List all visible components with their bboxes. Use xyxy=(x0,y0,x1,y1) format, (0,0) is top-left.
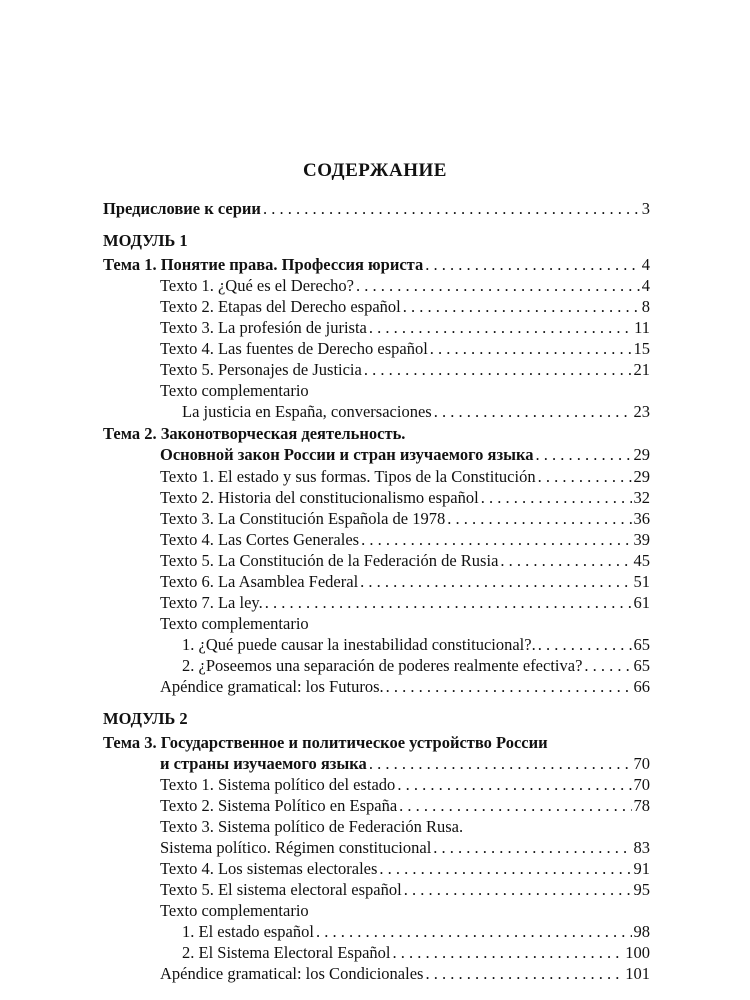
toc-entry-label: Texto 3. La profesión de jurista xyxy=(160,318,367,337)
toc-page-number: 29 xyxy=(633,445,650,464)
toc-entry-tema-2-line1: Тема 2. Законотворческая деятельность. xyxy=(103,424,406,443)
leader-dots xyxy=(433,837,631,859)
toc-entry-label: Предисловие к серии xyxy=(103,199,261,218)
toc-page-number: 91 xyxy=(633,859,650,878)
toc-page-number: 15 xyxy=(633,339,650,358)
leader-dots xyxy=(379,858,631,880)
leader-dots xyxy=(356,275,640,297)
leader-dots xyxy=(481,487,632,509)
leader-dots xyxy=(535,444,631,466)
toc-entry-label: 2. El Sistema Electoral Español xyxy=(182,943,391,962)
leader-dots xyxy=(584,655,631,677)
toc-entry xyxy=(160,487,650,509)
leader-dots xyxy=(386,676,632,698)
toc-entry-tema-3 xyxy=(160,753,650,775)
toc-entry xyxy=(182,942,650,964)
toc-entry-preface xyxy=(103,198,650,220)
toc-entry xyxy=(182,655,650,677)
leader-dots xyxy=(364,359,632,381)
toc-entry xyxy=(160,858,650,880)
toc-page-number: 8 xyxy=(641,297,650,316)
toc-entry-label: Texto 1. ¿Qué es el Derecho? xyxy=(160,276,355,295)
toc-page-number: 100 xyxy=(625,943,650,962)
complementario-label: Texto complementario xyxy=(160,901,309,920)
toc-entry xyxy=(160,592,650,614)
toc-page-number: 78 xyxy=(633,796,650,815)
toc-entry xyxy=(160,795,650,817)
toc-entry-label: Texto 1. Sistema político del estado xyxy=(160,775,396,794)
toc-entry-label: Texto 4. Las Cortes Generales xyxy=(160,530,360,549)
toc-entry-label: Texto 7. La ley. xyxy=(160,593,263,612)
leader-dots xyxy=(316,921,632,943)
toc-entry-label: Sistema político. Régimen constitucional xyxy=(160,838,432,857)
toc-entry xyxy=(160,529,650,551)
toc-page-number: 23 xyxy=(633,402,650,421)
toc-entry-label: Texto 2. Etapas del Derecho español xyxy=(160,297,401,316)
toc-page-number: 66 xyxy=(633,677,650,696)
toc-page-number: 4 xyxy=(641,276,650,295)
toc-entry-tema-2 xyxy=(160,444,650,466)
leader-dots xyxy=(404,879,632,901)
toc-entry xyxy=(160,571,650,593)
toc-page-number: 3 xyxy=(641,199,650,218)
toc-entry xyxy=(160,338,650,360)
toc-entry-label: 1. ¿Qué puede causar la inestabilidad constitucional?. xyxy=(182,635,536,654)
leader-dots xyxy=(425,963,623,985)
leader-dots xyxy=(399,795,631,817)
toc-entry-label: Основной закон России и стран изучаемого языка xyxy=(160,445,534,464)
toc-entry-label: 2. ¿Poseemos una separación de poderes realmente efectiva? xyxy=(182,656,583,675)
leader-dots xyxy=(263,198,640,220)
toc-page-number: 98 xyxy=(633,922,650,941)
toc-entry xyxy=(160,466,650,488)
leader-dots xyxy=(397,774,631,796)
toc-entry-label: La justicia en España, conversaciones xyxy=(182,402,432,421)
toc-entry-label: Apéndice gramatical: los Futuros. xyxy=(160,677,384,696)
toc-entry-label: Apéndice gramatical: los Condicionales xyxy=(160,964,424,983)
leader-dots xyxy=(360,571,631,593)
leader-dots xyxy=(369,753,632,775)
toc-entry xyxy=(160,879,650,901)
toc-page-number: 51 xyxy=(633,572,650,591)
toc-entry-label: Тема 1. Понятие права. Профессия юриста xyxy=(103,255,424,274)
toc-page-number: 21 xyxy=(633,360,650,379)
module-2-heading: МОДУЛЬ 2 xyxy=(103,709,188,728)
toc-page-number: 83 xyxy=(633,838,650,857)
toc-entry-label: Texto 5. La Constitución de la Federación de Rusia xyxy=(160,551,499,570)
toc-page-number: 95 xyxy=(633,880,650,899)
toc-page-number: 39 xyxy=(633,530,650,549)
toc-entry-label: Texto 5. Personajes de Justicia xyxy=(160,360,362,379)
toc-entry xyxy=(160,837,650,859)
toc-entry xyxy=(182,921,650,943)
leader-dots xyxy=(265,592,632,614)
toc-page-number: 70 xyxy=(633,775,650,794)
module-1-heading: МОДУЛЬ 1 xyxy=(103,231,188,250)
toc-entry-tema-3-line1: Тема 3. Государственное и политическое устройство России xyxy=(103,733,548,752)
toc-page-number: 36 xyxy=(633,509,650,528)
toc-entry xyxy=(160,275,650,297)
toc-entry xyxy=(160,508,650,530)
leader-dots xyxy=(538,466,632,488)
toc-entry-label: Texto 1. El estado y sus formas. Tipos de la Constitución xyxy=(160,467,536,486)
complementario-label: Texto complementario xyxy=(160,614,309,633)
toc-entry-tema-1 xyxy=(103,254,650,276)
toc-page-number: 101 xyxy=(625,964,650,983)
toc-page-number: 32 xyxy=(633,488,650,507)
leader-dots xyxy=(393,942,624,964)
leader-dots xyxy=(538,634,632,656)
leader-dots xyxy=(447,508,631,530)
toc-entry-label: Texto 3. La Constitución Española de 1978 xyxy=(160,509,446,528)
toc-entry-label: и страны изучаемого языка xyxy=(160,754,367,773)
leader-dots xyxy=(430,338,632,360)
toc-page-number: 70 xyxy=(633,754,650,773)
toc-entry-label: 1. El estado español xyxy=(182,922,314,941)
leader-dots xyxy=(403,296,640,318)
toc-entry-label: Texto 6. La Asamblea Federal xyxy=(160,572,359,591)
page-title: СОДЕРЖАНИЕ xyxy=(303,160,447,181)
toc-entry xyxy=(160,963,650,985)
toc-entry xyxy=(160,359,650,381)
leader-dots xyxy=(434,401,632,423)
toc-entry-label: Texto 4. Las fuentes de Derecho español xyxy=(160,339,428,358)
leader-dots xyxy=(500,550,631,572)
leader-dots xyxy=(361,529,631,551)
toc-entry-label: Texto 2. Sistema Político en España xyxy=(160,796,398,815)
toc-entry-label: Texto 5. El sistema electoral español xyxy=(160,880,402,899)
toc-entry xyxy=(160,774,650,796)
leader-dots xyxy=(369,317,632,339)
toc-entry xyxy=(182,634,650,656)
toc-entry xyxy=(160,676,650,698)
toc-entry-label: Texto 2. Historia del constitucionalismo español xyxy=(160,488,479,507)
toc-page-number: 61 xyxy=(633,593,650,612)
toc-page-number: 11 xyxy=(634,318,650,337)
toc-entry xyxy=(160,550,650,572)
toc-page-number: 65 xyxy=(633,656,650,675)
toc-page-number: 65 xyxy=(633,635,650,654)
toc-entry xyxy=(160,296,650,318)
toc-entry xyxy=(160,317,650,339)
toc-page-number: 29 xyxy=(633,467,650,486)
toc-page-number: 4 xyxy=(641,255,650,274)
complementario-label: Texto complementario xyxy=(160,381,309,400)
toc-entry-label: Texto 3. Sistema político de Federación Rusa. xyxy=(160,817,464,836)
leader-dots xyxy=(425,254,640,276)
toc-page-number: 45 xyxy=(633,551,650,570)
toc-entry xyxy=(182,401,650,423)
toc-entry-label: Texto 4. Los sistemas electorales xyxy=(160,859,378,878)
